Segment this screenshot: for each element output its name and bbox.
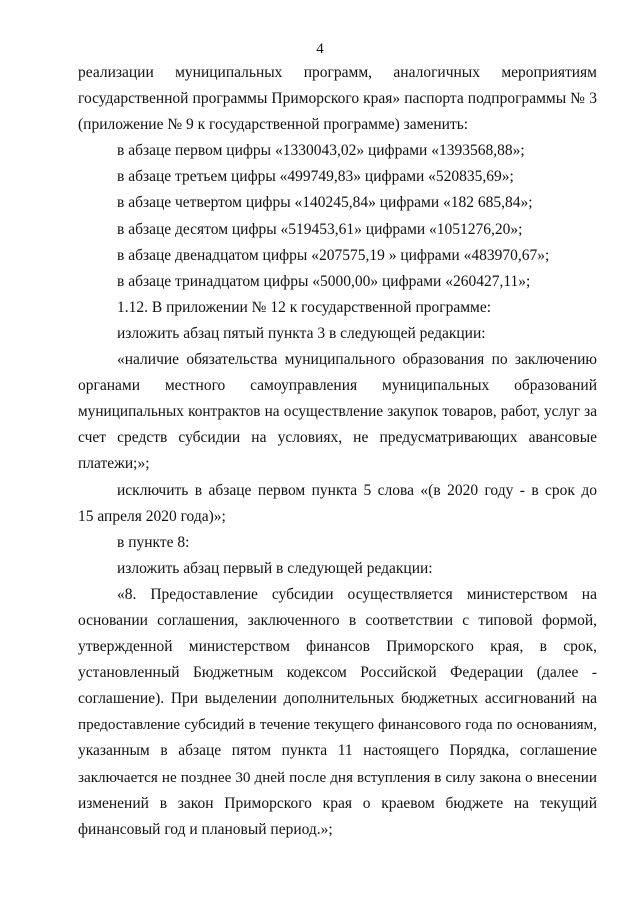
text-line: в пункте 8: [117,533,190,551]
text-line: в абзаце четвертом цифры «140245,84» цифрами «182 685,84»; [117,194,533,212]
page-number: 4 [316,41,324,57]
text-line: в абзаце десятом цифры «519453,61» цифрами «1051276,20»; [117,220,523,238]
text-line: изложить абзац первый в следующей редакции: [117,559,433,577]
text-line: в абзаце двенадцатом цифры «207575,19 » цифрами «483970,67»; [117,246,550,264]
text-line: исключить в абзаце первом пункта 5 слова «(в 2020 году - в срок до [117,481,597,499]
text-line: изменений в закон Приморского края о краевом бюджете на текущий [78,794,597,812]
text-line: заключается не позднее 30 дней после дня вступления в силу закона о внесении [78,769,597,786]
text-line: муниципальных контрактов на осуществление закупок товаров, работ, услуг за [78,403,597,421]
text-line: указанным в абзаце пятом пункта 11 настоящего Порядка, соглашение [78,742,597,760]
text-line: в абзаце первом цифры «1330043,02» цифрами «1393568,88»; [117,142,525,160]
text-line: утвержденной министерством финансов Приморского края, в срок, [78,638,597,656]
text-line: в абзаце тринадцатом цифры «5000,00» цифрами «260427,11»; [117,272,531,290]
text-line: финансовый год и плановый период.»; [78,820,333,838]
text-line: предоставление субсидий в течение текущего финансового года по основаниям, [78,717,597,734]
text-line: основании соглашения, заключенного в соответствии с типовой формой, [78,611,597,629]
text-line: «8. Предоставление субсидии осуществляется министерством на [117,585,597,603]
text-line: реализации муниципальных программ, аналогичных мероприятиям [78,64,597,81]
text-line: установленный Бюджетным кодексом Российской Федерации (далее - [78,664,597,682]
text-line: 1.12. В приложении № 12 к государственной программе: [117,298,492,316]
text-line: (приложение № 9 к государственной программе) заменить: [78,116,469,134]
text-line: 15 апреля 2020 года)»; [78,507,226,525]
text-line: счет средств субсидии на условиях, не предусматривающих авансовые [78,429,597,447]
text-line: органами местного самоуправления муниципальных образований [78,377,597,395]
text-line: в абзаце третьем цифры «499749,83» цифрами «520835,69»; [117,168,514,186]
text-line: государственной программы Приморского края» паспорта подпрограммы № 3 [78,90,597,108]
text-line: соглашение). При выделении дополнительных бюджетных ассигнований на [78,690,597,708]
text-line: платежи;»; [78,455,150,473]
text-line: «наличие обязательства муниципального образования по заключению [117,351,597,369]
document-body [78,60,597,843]
text-line: изложить абзац пятый пункта 3 в следующей редакции: [117,324,486,342]
